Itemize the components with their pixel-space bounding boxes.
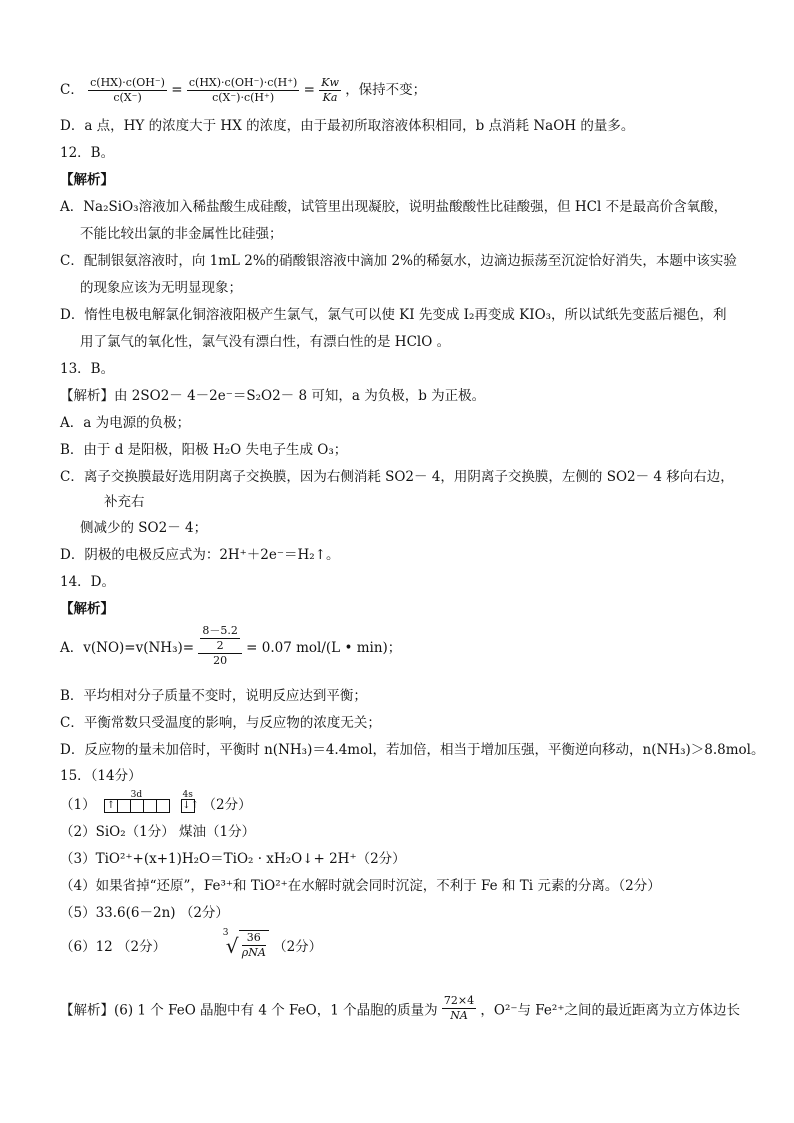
q12-a-line2: 不能比较出氯的非金属性比硅强； <box>80 226 283 242</box>
orbital-label: 4s <box>182 789 193 800</box>
root-index: 3 <box>222 928 229 938</box>
fraction-3 <box>319 76 341 105</box>
q13-a: A．a 为电源的负极； <box>60 415 191 431</box>
orbital-box: ↓↑ <box>182 800 199 811</box>
q12-c-line1: C．配制银氨溶液时，向 1mL 2%的硝酸银溶液中滴加 2%的稀氨水，边滴边振荡至沉淀恰好消失，本题中该实验 <box>60 253 737 269</box>
equation-result: = 0.07 mol/(L • min)； <box>246 640 402 656</box>
fraction-denominator: c(X⁻) <box>113 91 142 104</box>
q15-part1 <box>60 789 252 816</box>
q13-c-line1: C．离子交换膜最好选用阴离子交换膜，因为右侧消耗 SO2－ 4，用阴离子交换膜，左侧的 SO2－ 4 移向右边， <box>60 469 734 485</box>
fraction-numerator: c(HX)·c(OH⁻) <box>90 76 165 89</box>
q15-jiexi <box>60 994 740 1023</box>
fraction-denominator: 20 <box>213 654 228 667</box>
radicand-numerator: 36 <box>242 931 266 946</box>
fraction-numerator: 72×4 <box>443 994 475 1007</box>
jiexi-text-tail: ，O²⁻与 Fe²⁺之间的最近距离为立方体边长 <box>480 1002 740 1019</box>
q14-c: C．平衡常数只受温度的影响，与反应物的浓度无关； <box>60 715 381 731</box>
cube-root <box>223 930 269 960</box>
q15-part3: （3）TiO²⁺+(x+1)H₂O＝TiO₂ · xH₂O↓+ 2H⁺（2分） <box>60 851 406 867</box>
part-label: （1） <box>60 797 96 813</box>
jiexi-heading: 【解析】 <box>60 172 114 188</box>
equation-prefix: A．v(NO)=v(NH₃)= <box>60 640 195 656</box>
answer-13: 13．B。 <box>60 361 115 377</box>
q15-part5: （5）33.6(6－2n) （2分） <box>60 905 229 921</box>
part-text: （6）12 （2分） <box>60 939 167 955</box>
q15-part4: （4）如果省掉“还原”，Fe³⁺和 TiO²⁺在水解时就会同时沉淀，不利于 Fe 和 Ti 元素的分离。（2分） <box>60 878 661 894</box>
inner-numerator: 8－5.2 <box>202 624 238 637</box>
q14-d: D．反应物的量未加倍时，平衡时 n(NH₃)＝4.4mol，若加倍，相当于增加压强，平衡逆向移动，n(NH₃)＞8.8mol。 <box>60 742 765 758</box>
orbital-box: ↑ <box>104 799 118 813</box>
q13-c-line3: 侧减少的 SO2－ 4； <box>80 520 208 536</box>
answer-12: 12．B。 <box>60 145 115 161</box>
fraction-numerator: Kw <box>321 76 339 89</box>
q12-a-line1: A．Na₂SiO₃溶液加入稀盐酸生成硅酸，试管里出现凝胶，说明盐酸酸性比硅酸强，但 HCl 不是最高价含氧酸， <box>60 199 728 215</box>
fraction-1 <box>88 76 167 105</box>
mass-fraction <box>442 994 476 1023</box>
answer-14: 14．D。 <box>60 574 116 590</box>
radical-icon: √ <box>225 934 239 958</box>
radicand <box>239 930 269 960</box>
q12-d-line2: 用了氯气的氧化性，氯气没有漂白性，有漂白性的是 HClO 。 <box>80 334 451 350</box>
option-label: C． <box>60 82 84 98</box>
score: （2分） <box>273 939 323 955</box>
q15-part6 <box>60 930 322 960</box>
fraction-denominator: c(X⁻)·c(H⁺) <box>212 91 275 104</box>
q15-part2: （2）SiO₂（1分） 煤油（1分） <box>60 824 256 840</box>
orbital-label: 3d <box>130 789 143 800</box>
q15-title: 15．（14分） <box>60 768 142 784</box>
jiexi-heading: 【解析】 <box>60 601 114 617</box>
option-d-text: D．a 点，HY 的浓度大于 HX 的浓度，由于最初所取溶液体积相同，b 点消耗 NaOH 的量多。 <box>60 118 635 134</box>
inner-fraction <box>200 624 240 653</box>
equals-sign: = <box>303 82 315 98</box>
radicand-denominator: ρNA <box>241 946 266 959</box>
q12-c-line2: 的现象应该为无明显现象； <box>80 280 242 296</box>
fraction-2 <box>187 76 299 105</box>
q12-d-line1: D．惰性电极电解氯化铜溶液阳极产生氯气，氯气可以使 KI 先变成 I₂再变成 KIO₃，所以试纸先变蓝后褪色，利 <box>60 307 727 323</box>
q14-b: B．平均相对分子质量不变时，说明反应达到平衡； <box>60 688 367 704</box>
fraction-numerator: c(HX)·c(OH⁻)·c(H⁺) <box>188 76 298 89</box>
inner-denominator: 2 <box>216 639 224 652</box>
fraction-numerator <box>198 624 242 654</box>
compound-fraction <box>198 624 242 668</box>
fraction-denominator: Ka <box>322 91 338 104</box>
q13-jiexi: 【解析】由 2SO2－ 4－2e⁻＝S₂O2－ 8 可知，a 为负极，b 为正极。 <box>60 388 486 404</box>
orbital-diagram-4s <box>181 789 199 816</box>
score: （2分） <box>202 797 252 813</box>
q13-d: D．阴极的电极反应式为：2H⁺＋2e⁻＝H₂↑。 <box>60 547 340 563</box>
equals-sign: = <box>171 82 183 98</box>
orbital-diagram-3d <box>104 789 169 816</box>
text-tail: ，保持不变； <box>345 82 427 98</box>
q14-a-equation <box>60 624 401 668</box>
jiexi-text: 【解析】(6) 1 个 FeO 晶胞中有 4 个 FeO，1 个晶胞的质量为 <box>60 1002 438 1019</box>
q13-b: B．由于 d 是阳极，阳极 H₂O 失电子生成 O₃； <box>60 442 348 458</box>
option-c-equation <box>60 76 426 105</box>
q13-c-line2: 补充右 <box>104 494 145 510</box>
fraction-denominator: NA <box>450 1009 468 1022</box>
